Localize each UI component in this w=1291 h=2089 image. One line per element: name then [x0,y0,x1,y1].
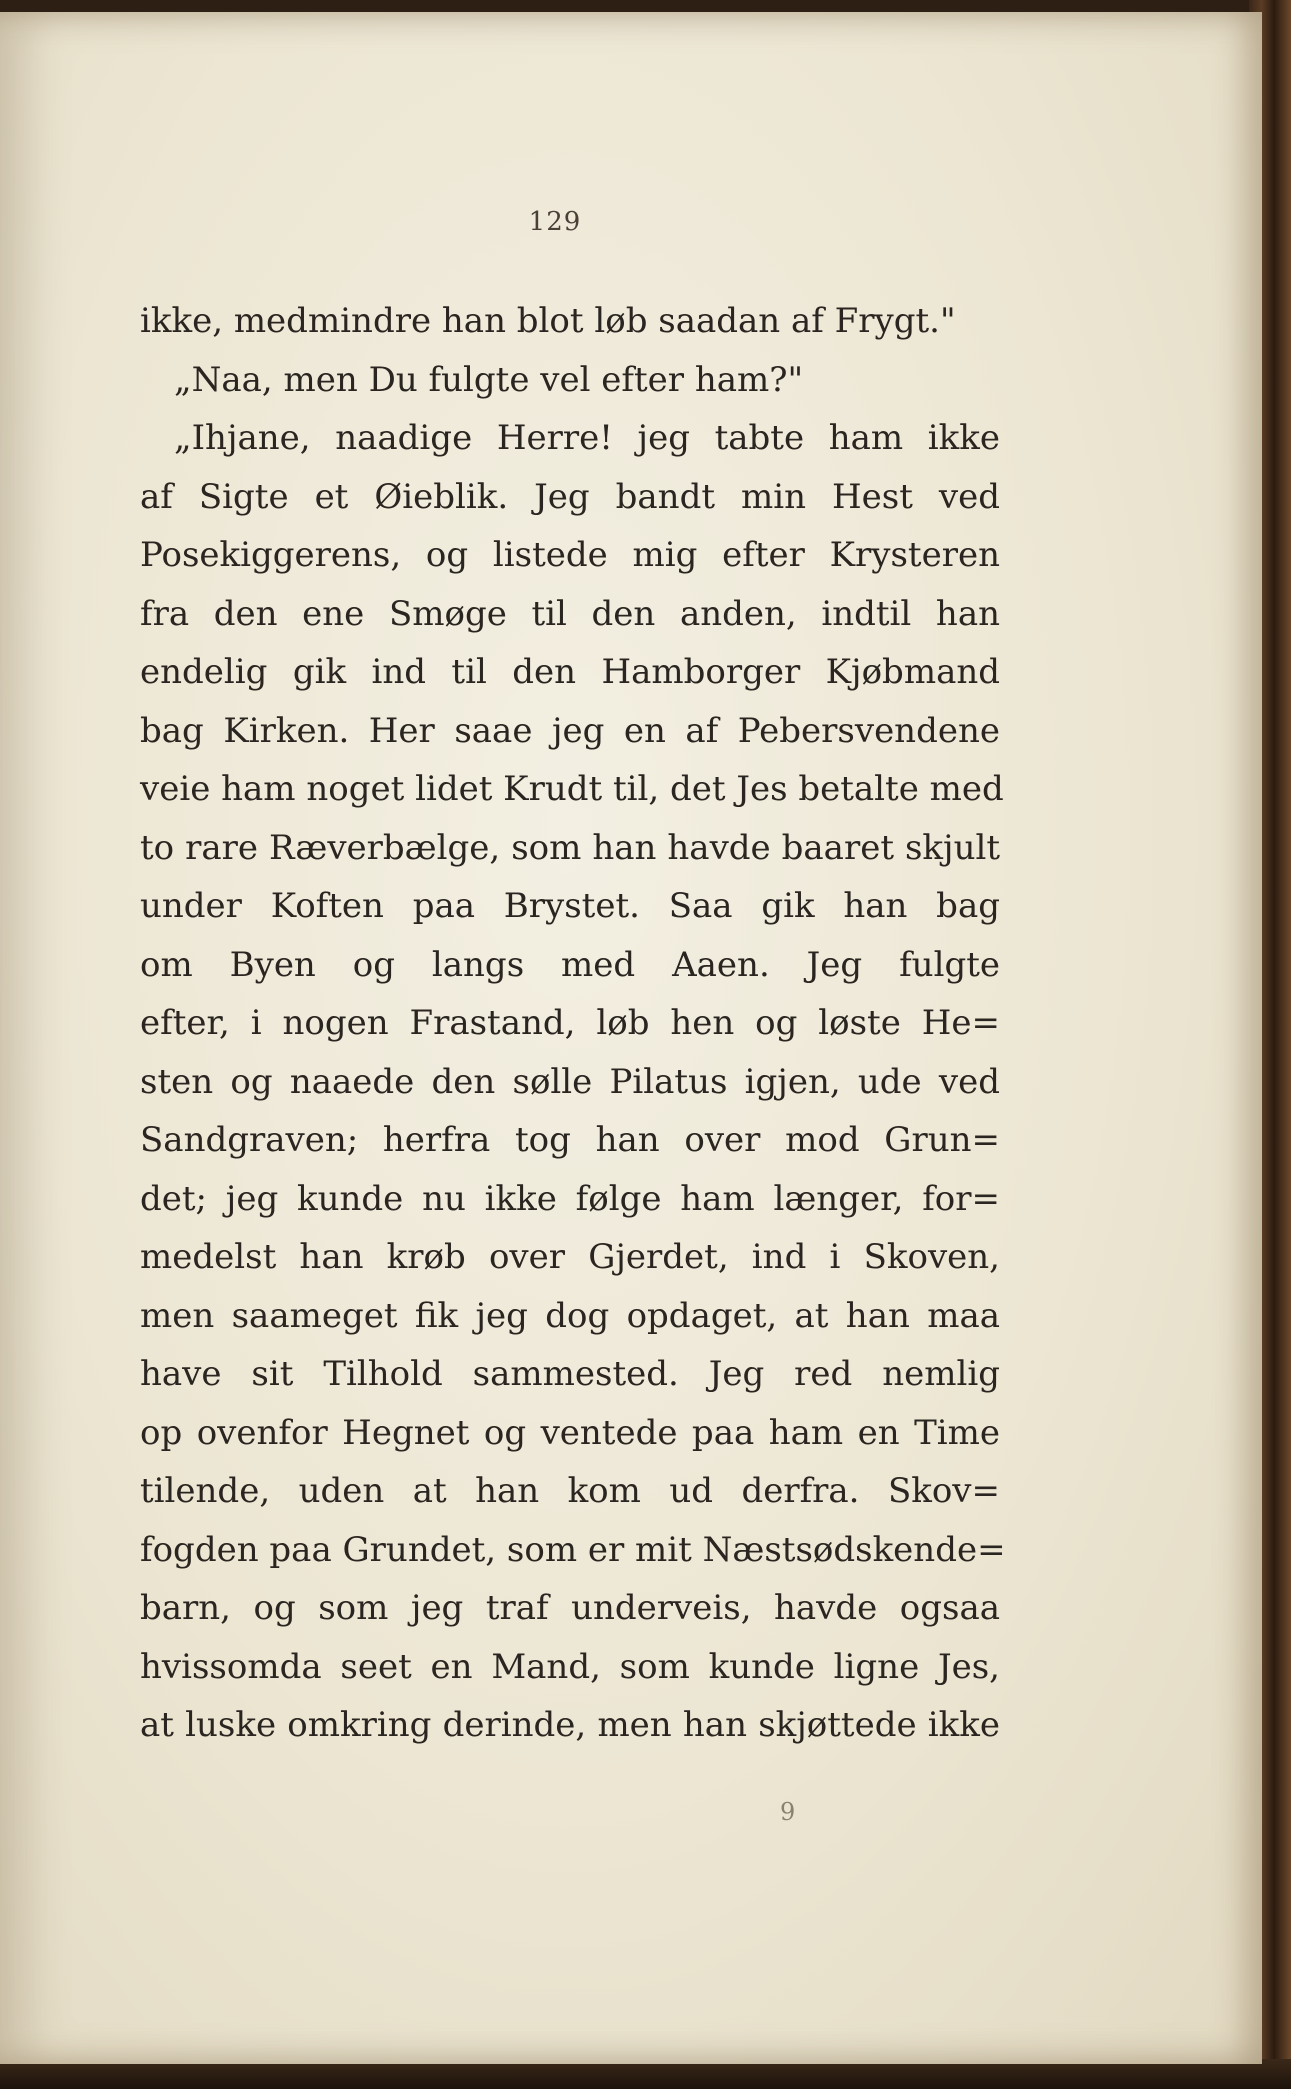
text-line: sten og naaede den sølle Pilatus igjen, ude ved [140,1061,1000,1102]
text-line: det; jeg kunde nu ikke følge ham længer, for= [140,1178,1000,1219]
body-text [140,292,1006,1755]
book-page [0,12,1262,2064]
text-line: af Sigte et Øieblik. Jeg bandt min Hest ved [140,476,1000,517]
text-line: fra den ene Smøge til den anden, indtil han [140,593,1000,634]
text-line: „Naa, men Du fulgte vel efter ham?" [174,359,804,400]
text-line: hvissomda seet en Mand, som kunde ligne Jes, [140,1646,1000,1687]
text-line: Posekiggerens, og listede mig efter Krysteren [140,535,1000,575]
text-line: medelst han krøb over Gjerdet, ind i Skoven, [140,1237,1000,1277]
text-line: om Byen og langs med Aaen. Jeg fulgte [140,944,1000,985]
text-line: men saameget fik jeg dog opdaget, at han maa [140,1295,1000,1336]
text-line: endelig gik ind til den Hamborger Kjøbmand [140,652,1000,692]
page-number: 129 [528,207,582,237]
text-line: ikke, medmindre han blot løb saadan af Frygt." [140,301,956,341]
text-line: op ovenfor Hegnet og ventede paa ham en Time [140,1412,1000,1453]
text-line: veie ham noget lidet Krudt til, det Jes betalte med [140,769,1004,809]
text-line: to rare Ræverbælge, som han havde baaret skjult [140,827,1000,868]
text-line: have sit Tilhold sammested. Jeg red nemlig [140,1354,1000,1394]
signature-mark: 9 [780,1798,796,1826]
text-line: efter, i nogen Frastand, løb hen og løste He= [140,1003,1000,1043]
text-line: fogden paa Grundet, som er mit Næstsødskende= [140,1529,1006,1570]
text-line: under Koften paa Brystet. Saa gik han bag [140,886,1000,926]
text-line: at luske omkring derinde, men han skjøttede ikke [140,1705,1000,1745]
text-line: barn, og som jeg traf underveis, havde ogsaa [140,1588,1000,1628]
text-line: „Ihjane, naadige Herre! jeg tabte ham ikke [174,418,1000,458]
text-line: Sandgraven; herfra tog han over mod Grun= [140,1120,1000,1160]
text-line: bag Kirken. Her saae jeg en af Pebersvendene [140,710,1000,751]
text-line: tilende, uden at han kom ud derfra. Skov= [140,1471,1000,1511]
